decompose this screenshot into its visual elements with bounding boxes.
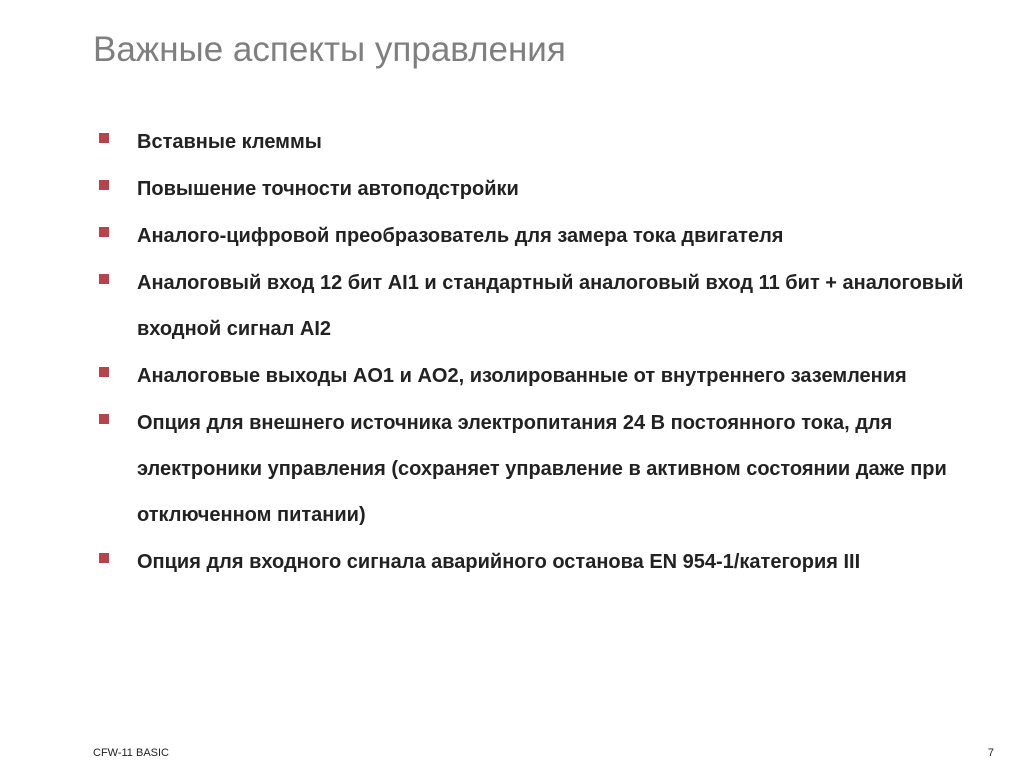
bullet-text: Аналоговые выходы AO1 и AO2, изолированные от внутреннего заземления	[137, 365, 907, 387]
bullet-item	[99, 213, 1014, 259]
bullet-list	[99, 119, 1014, 586]
square-bullet-icon	[99, 367, 109, 377]
bullet-item	[99, 400, 1014, 538]
bullet-text: Аналого-цифровой преобразователь для замера тока двигателя	[137, 225, 784, 247]
bullet-text: Опция для внешнего источника электропитания 24 В постоянного тока, для электроники управления (сохраняет управление в активном состоянии даже при отключенном питании)	[137, 412, 947, 526]
square-bullet-icon	[99, 227, 109, 237]
bullet-item	[99, 119, 1014, 165]
bullet-item	[99, 539, 1014, 585]
footer-label: CFW-11 BASIC	[93, 747, 169, 759]
bullet-item	[99, 166, 1014, 212]
square-bullet-icon	[99, 274, 109, 284]
bullet-text: Вставные клеммы	[137, 131, 322, 153]
page-number: 7	[987, 747, 994, 759]
bullet-text: Опция для входного сигнала аварийного останова EN 954-1/категория III	[137, 551, 861, 573]
square-bullet-icon	[99, 553, 109, 563]
square-bullet-icon	[99, 414, 109, 424]
square-bullet-icon	[99, 180, 109, 190]
slide-title: Важные аспекты управления	[93, 30, 566, 69]
bullet-item	[99, 353, 1014, 399]
bullet-item	[99, 260, 1014, 352]
bullet-text: Аналоговый вход 12 бит AI1 и стандартный аналоговый вход 11 бит + аналоговый входной сигнал AI2	[137, 272, 964, 340]
square-bullet-icon	[99, 133, 109, 143]
bullet-text: Повышение точности автоподстройки	[137, 178, 519, 200]
